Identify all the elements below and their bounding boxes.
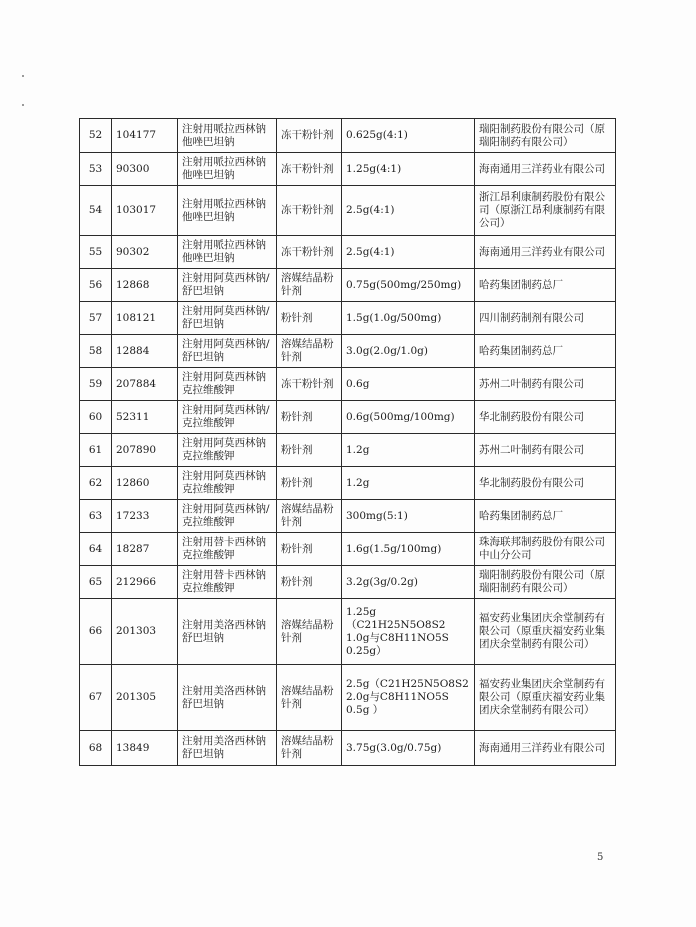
table-row (80, 533, 616, 566)
drug-code-cell: 12884 (112, 335, 178, 368)
row-number-cell: 57 (80, 302, 112, 335)
row-number-cell: 65 (80, 566, 112, 599)
manufacturer-cell: 瑞阳制药股份有限公司（原瑞阳制药有限公司） (475, 119, 616, 153)
manufacturer-cell: 四川制药制剂有限公司 (475, 302, 616, 335)
dosage-form-cell: 冻干粉针剂 (277, 186, 342, 236)
row-number-cell: 63 (80, 500, 112, 533)
drug-name-cell: 注射用阿莫西林钠/克拉维酸钾 (178, 500, 277, 533)
table-row (80, 665, 616, 731)
dosage-form-cell: 粉针剂 (277, 401, 342, 434)
specification-cell: 1.2g (342, 467, 475, 500)
drug-code-cell: 207884 (112, 368, 178, 401)
dosage-form-cell: 粉针剂 (277, 566, 342, 599)
specification-cell: 1.6g(1.5g/100mg) (342, 533, 475, 566)
specification-cell: 0.6g (342, 368, 475, 401)
manufacturer-cell: 瑞阳制药股份有限公司（原瑞阳制药有限公司） (475, 566, 616, 599)
dosage-form-cell: 粉针剂 (277, 533, 342, 566)
specification-cell: 3.75g(3.0g/0.75g) (342, 731, 475, 766)
row-number-cell: 52 (80, 119, 112, 153)
row-number-cell: 68 (80, 731, 112, 766)
scan-speck (22, 75, 24, 77)
dosage-form-cell: 溶媒结晶粉针剂 (277, 665, 342, 731)
drug-name-cell: 注射用哌拉西林钠他唑巴坦钠 (178, 236, 277, 269)
row-number-cell: 61 (80, 434, 112, 467)
dosage-form-cell: 粉针剂 (277, 467, 342, 500)
drug-code-cell: 103017 (112, 186, 178, 236)
specification-cell: 300mg(5:1) (342, 500, 475, 533)
table-row (80, 599, 616, 665)
dosage-form-cell: 粉针剂 (277, 302, 342, 335)
drug-name-cell: 注射用替卡西林钠克拉维酸钾 (178, 533, 277, 566)
row-number-cell: 60 (80, 401, 112, 434)
table-row (80, 186, 616, 236)
table-row (80, 500, 616, 533)
drug-name-cell: 注射用美洛西林钠舒巴坦钠 (178, 731, 277, 766)
table-row (80, 119, 616, 153)
drug-code-cell: 18287 (112, 533, 178, 566)
drug-name-cell: 注射用美洛西林钠舒巴坦钠 (178, 665, 277, 731)
row-number-cell: 53 (80, 153, 112, 186)
table-row (80, 467, 616, 500)
specification-cell: 2.5g(4:1) (342, 236, 475, 269)
manufacturer-cell: 哈药集团制药总厂 (475, 269, 616, 302)
drug-code-cell: 12868 (112, 269, 178, 302)
dosage-form-cell: 溶媒结晶粉针剂 (277, 269, 342, 302)
drug-name-cell: 注射用美洛西林钠舒巴坦钠 (178, 599, 277, 665)
manufacturer-cell: 浙江昂利康制药股份有限公司（原浙江昂利康制药有限公司） (475, 186, 616, 236)
table-row (80, 236, 616, 269)
row-number-cell: 66 (80, 599, 112, 665)
row-number-cell: 67 (80, 665, 112, 731)
drug-code-cell: 90300 (112, 153, 178, 186)
table-row (80, 731, 616, 766)
manufacturer-cell: 海南通用三洋药业有限公司 (475, 731, 616, 766)
dosage-form-cell: 溶媒结晶粉针剂 (277, 731, 342, 766)
dosage-form-cell: 溶媒结晶粉针剂 (277, 500, 342, 533)
specification-cell: 1.5g(1.0g/500mg) (342, 302, 475, 335)
specification-cell: 1.25g（C21H25N5O8S2 1.0g与C8H11NO5S 0.25g） (342, 599, 475, 665)
drug-code-cell: 13849 (112, 731, 178, 766)
manufacturer-cell: 华北制药股份有限公司 (475, 467, 616, 500)
specification-cell: 0.625g(4:1) (342, 119, 475, 153)
manufacturer-cell: 华北制药股份有限公司 (475, 401, 616, 434)
drug-code-cell: 52311 (112, 401, 178, 434)
manufacturer-cell: 哈药集团制药总厂 (475, 335, 616, 368)
drug-name-cell: 注射用阿莫西林钠克拉维酸钾 (178, 434, 277, 467)
drug-table (79, 118, 616, 766)
dosage-form-cell: 粉针剂 (277, 434, 342, 467)
scan-speck (22, 104, 24, 106)
drug-code-cell: 108121 (112, 302, 178, 335)
dosage-form-cell: 冻干粉针剂 (277, 368, 342, 401)
table-row (80, 335, 616, 368)
row-number-cell: 56 (80, 269, 112, 302)
drug-code-cell: 104177 (112, 119, 178, 153)
drug-code-cell: 90302 (112, 236, 178, 269)
specification-cell: 0.6g(500mg/100mg) (342, 401, 475, 434)
drug-code-cell: 12860 (112, 467, 178, 500)
drug-name-cell: 注射用阿莫西林钠/舒巴坦钠 (178, 335, 277, 368)
specification-cell: 1.25g(4:1) (342, 153, 475, 186)
dosage-form-cell: 溶媒结晶粉针剂 (277, 335, 342, 368)
table-row (80, 302, 616, 335)
drug-name-cell: 注射用哌拉西林钠他唑巴坦钠 (178, 186, 277, 236)
manufacturer-cell: 海南通用三洋药业有限公司 (475, 153, 616, 186)
manufacturer-cell: 福安药业集团庆余堂制药有限公司（原重庆福安药业集团庆余堂制药有限公司） (475, 665, 616, 731)
drug-code-cell: 201305 (112, 665, 178, 731)
manufacturer-cell: 哈药集团制药总厂 (475, 500, 616, 533)
table-row (80, 368, 616, 401)
row-number-cell: 54 (80, 186, 112, 236)
table-row (80, 566, 616, 599)
table-row (80, 401, 616, 434)
manufacturer-cell: 海南通用三洋药业有限公司 (475, 236, 616, 269)
manufacturer-cell: 苏州二叶制药有限公司 (475, 368, 616, 401)
drug-name-cell: 注射用替卡西林钠克拉维酸钾 (178, 566, 277, 599)
specification-cell: 1.2g (342, 434, 475, 467)
manufacturer-cell: 珠海联邦制药股份有限公司中山分公司 (475, 533, 616, 566)
manufacturer-cell: 福安药业集团庆余堂制药有限公司（原重庆福安药业集团庆余堂制药有限公司） (475, 599, 616, 665)
specification-cell: 2.5g（C21H25N5O8S2 2.0g与C8H11NO5S 0.5g ） (342, 665, 475, 731)
drug-name-cell: 注射用哌拉西林钠他唑巴坦钠 (178, 119, 277, 153)
row-number-cell: 64 (80, 533, 112, 566)
row-number-cell: 62 (80, 467, 112, 500)
row-number-cell: 55 (80, 236, 112, 269)
row-number-cell: 59 (80, 368, 112, 401)
dosage-form-cell: 冻干粉针剂 (277, 119, 342, 153)
table-row (80, 269, 616, 302)
drug-table-body (80, 119, 616, 766)
page-number: 5 (597, 852, 604, 863)
row-number-cell: 58 (80, 335, 112, 368)
drug-code-cell: 207890 (112, 434, 178, 467)
specification-cell: 3.0g(2.0g/1.0g) (342, 335, 475, 368)
drug-name-cell: 注射用阿莫西林钠/舒巴坦钠 (178, 302, 277, 335)
drug-code-cell: 212966 (112, 566, 178, 599)
dosage-form-cell: 冻干粉针剂 (277, 236, 342, 269)
drug-code-cell: 201303 (112, 599, 178, 665)
specification-cell: 2.5g(4:1) (342, 186, 475, 236)
table-row (80, 153, 616, 186)
dosage-form-cell: 冻干粉针剂 (277, 153, 342, 186)
drug-name-cell: 注射用哌拉西林钠他唑巴坦钠 (178, 153, 277, 186)
manufacturer-cell: 苏州二叶制药有限公司 (475, 434, 616, 467)
drug-name-cell: 注射用阿莫西林钠克拉维酸钾 (178, 368, 277, 401)
specification-cell: 0.75g(500mg/250mg) (342, 269, 475, 302)
drug-name-cell: 注射用阿莫西林钠/克拉维酸钾 (178, 401, 277, 434)
dosage-form-cell: 溶媒结晶粉针剂 (277, 599, 342, 665)
drug-name-cell: 注射用阿莫西林钠/舒巴坦钠 (178, 269, 277, 302)
drug-name-cell: 注射用阿莫西林钠克拉维酸钾 (178, 467, 277, 500)
specification-cell: 3.2g(3g/0.2g) (342, 566, 475, 599)
table-row (80, 434, 616, 467)
drug-code-cell: 17233 (112, 500, 178, 533)
